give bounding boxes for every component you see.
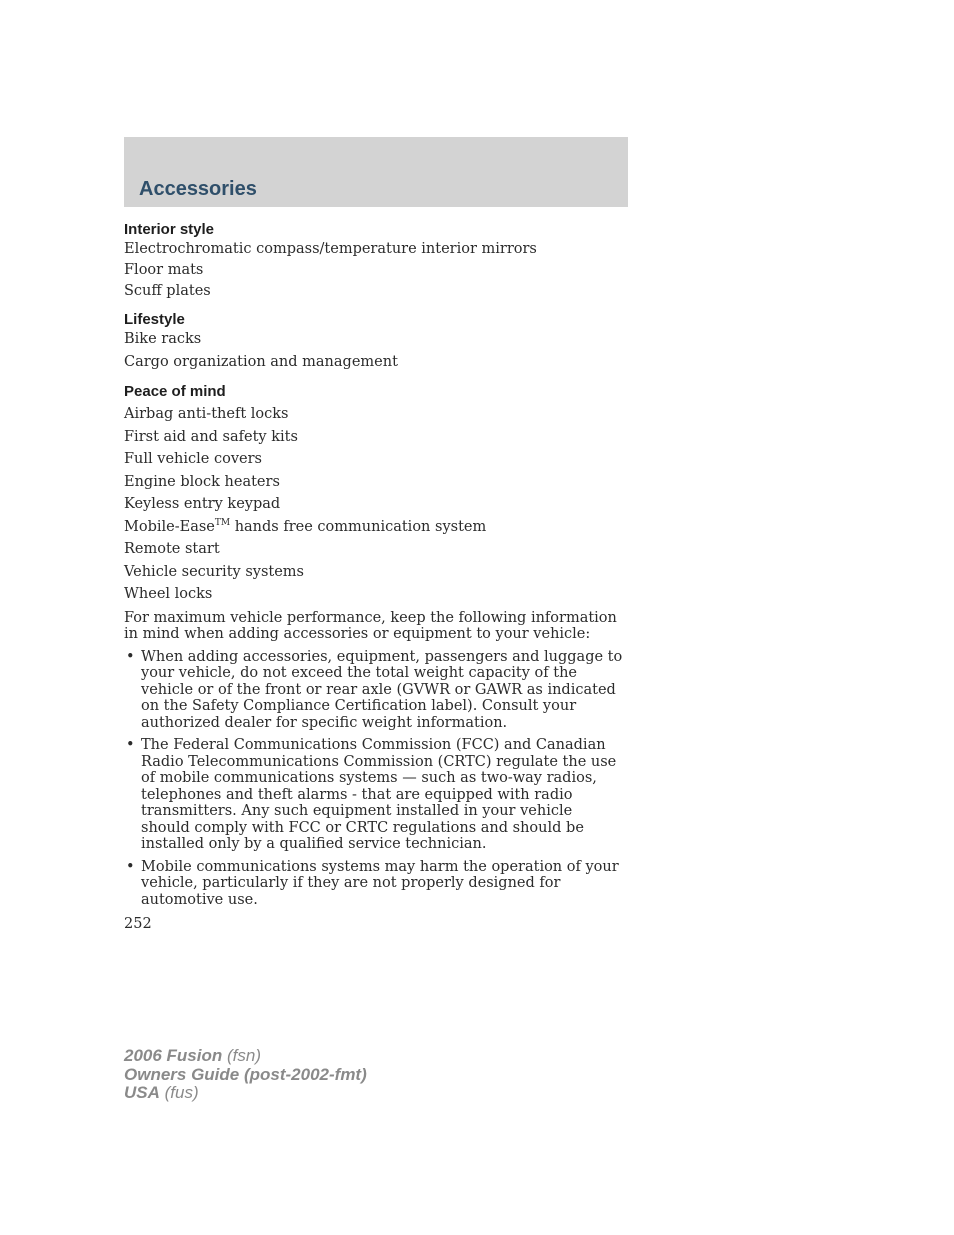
mobile-ease-desc: hands free communication system [230,518,487,535]
mobile-ease-name: Mobile-Ease [124,518,215,535]
section-heading-interior-style: Interior style [124,221,215,238]
list-item: First aid and safety kits [124,428,298,445]
bullet-icon: • [126,858,135,875]
footer-market-code: (fus) [159,1083,199,1102]
section-heading-peace-of-mind: Peace of mind [124,383,226,400]
footer-line-model [124,1047,367,1066]
intro-paragraph: For maximum vehicle performance, keep the following information in mind when adding accessories or equipment to your vehicle: [124,609,617,642]
bullet-text: The Federal Communications Commission (FCC) and Canadian Radio Telecommunications Commission (CRTC) regulate the use of mobile communications systems — such as two-way radios, telephones and theft alarms - that are equipped with radio transmitters. Any such equipment installed in your vehicle should comply with FCC or CRTC regulations and should be installed only by a qualified service technician. [141,737,617,852]
list-item: Cargo organization and management [124,354,398,370]
list-item: Scuff plates [124,283,211,299]
footer-model: 2006 Fusion [124,1046,223,1065]
list-item: Keyless entry keypad [124,496,281,512]
trademark-symbol: TM [214,517,231,528]
bullet-text: When adding accessories, equipment, passengers and luggage to your vehicle, do not exceed the total weight capacity of the vehicle or of the front or rear axle (GVWR or GAWR as indicated on the Safety Compliance Certification label). Consult your authorized dealer for specific weight information. [141,648,623,731]
bullet-list [124,649,624,909]
list-item: Vehicle security systems [124,563,304,580]
bullet-text: Mobile communications systems may harm the operation of your vehicle, particularly if they are not properly designed for automotive use. [141,858,619,908]
bullet-icon: • [126,648,135,665]
list-item: Engine block heaters [124,473,280,490]
list-item: Airbag anti-theft locks [124,406,289,422]
bullet-icon: • [126,737,135,753]
document-footer [124,1047,367,1103]
page-title: Accessories [139,178,257,200]
list-item: Wheel locks [124,586,213,602]
list-item: Bike racks [124,331,202,347]
list-item: Remote start [124,541,220,557]
footer-guide: Owners Guide (post-2002-fmt) [124,1064,367,1084]
footer-line-market [124,1084,367,1103]
footer-line-guide [124,1066,367,1085]
list-item: Floor mats [124,262,204,278]
bullet-item [124,859,624,909]
bullet-item [124,737,624,853]
footer-market: USA [124,1083,160,1102]
page-number: 252 [124,916,152,932]
list-item: Full vehicle covers [124,451,262,467]
main-content [124,220,624,932]
list-item-mobile-ease [124,516,624,539]
list-item: Electrochromatic compass/temperature interior mirrors [124,241,537,257]
section-header-band [124,137,628,207]
footer-model-code: (fsn) [222,1046,261,1065]
section-heading-lifestyle: Lifestyle [124,311,185,328]
bullet-item [124,649,624,732]
